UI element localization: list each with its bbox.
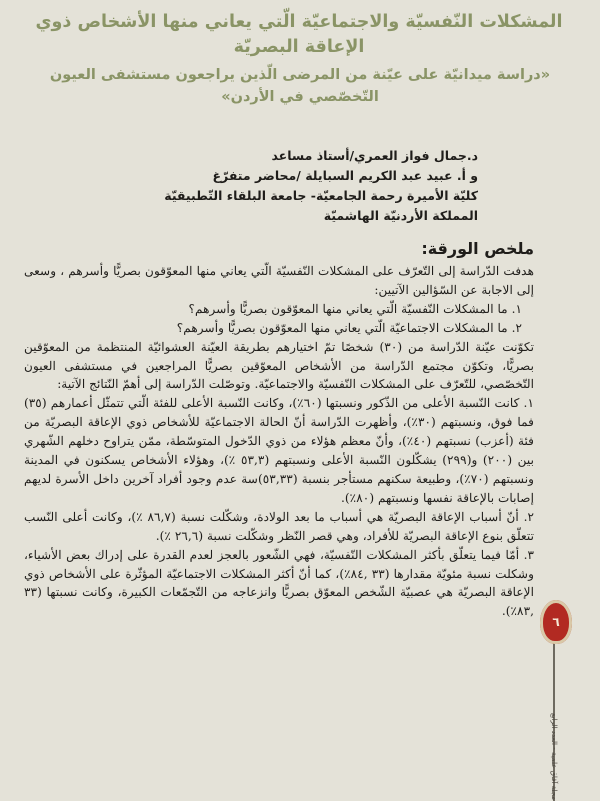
author-1: د.جمال فواز العمري/أستاذ مساعد [271,148,478,163]
abstract-heading: ملخص الورقة: [421,239,534,258]
page-number-badge: ٦ [540,600,572,644]
paper-title: المشكلات النّفسيّة والاجتماعيّة الّتي يعاني منها الأشخاص ذوي الإعاقة البصريّة [35,12,563,57]
question-2: ٢. ما المشكلات الاجتماعيّة الّتي يعاني منها المعوّقون بصريًّا وأسرهم؟ [176,320,522,335]
country: المملكة الأردنيّة الهاشميّة [323,208,478,223]
author-2: و أ. عبيد عبد الكريم السبايلة /محاضر متفرّغ [212,168,478,183]
affiliation: كليّة الأميرة رحمة الجامعيّة- جامعة البلقاء التّطبيقيّة [164,188,478,203]
result-2: ٢. أنّ أسباب الإعاقة البصريّة هي أسباب ما بعد الولادة، وشكّلت نسبة (٨٦,٧ ٪)، وكانت أعلى النّسب تتعلّق بنوع الإعاقة البصريّة للأفراد، وهي قصر النّظر وشكّلت نسبة (٢٦,٦ ٪). [24,509,534,543]
journal-running-title: مجلة آفاق علمية - العدد الرابع [550,712,558,800]
result-1: ١. كانت النّسبة الأعلى من الذّكور ونسبتها (٦٠٪)، وكانت النّسبة الأعلى للفئة الّتي تتمثّل أعمارهم (٣٥) فما فوق، ونسبتهم (٣٠٪)، وأظهرت الدّراسة أنّ الحالة الاجتماعيّة للأشخاص ذوي الإعاقة البصريّة من فئة (أعزب) نسبتهم (٤٠٪)، وأنّ معظم هؤلاء من ذوي الدّخول المتوسّطة، ممّن يتراوح دخلهم الشّهري بين (٢٠٠) و(٢٩٩) يشكّلون النّسبة الأعلى ونسبتهم (٥٣,٣ ٪)، وهؤلاء الأشخاص يسكنون في المدينة ونسبتهم (٧٠٪)، وطبيعة سكنهم مستأجر بنسبة (٥٣,٣٣)سة عدم وجود أفراد آخرين داخل الأسرة لديهم إصابات بالإعاقة نفسها ونسبتهم (٨٠٪). [24,396,534,505]
abstract-intro: هدفت الدّراسة إلى التّعرّف على المشكلات النّفسيّة الّتي يعاني منها المعوّقون بصريًّا وأسرهم ، وسعى إلى الاجابة عن السّؤالين الآتيين: [24,264,534,297]
abstract-body [24,262,534,621]
paper-subtitle: «دراسة ميدانيّة على عيّنة من المرضى الّذين يراجعون مستشفى العيون التّخصّصي في الأردن» [49,67,551,105]
author-block [78,146,478,226]
question-1: ١. ما المشكلات النّفسيّة الّتي يعاني منها المعوّقون بصريًّا وأسرهم؟ [188,301,522,316]
abstract-sample: تكوّنت عيّنة الدّراسة من (٣٠) شخصًا تمّ اختيارهم بطريقة العيّنة العشوائيّة المنتظمة من المعوّقين بصريًّا، وتكوّن مجتمع الدّراسة من الأشخاص المعوّقين بصريًّا المراجعين في مستشفى العيون التّخصّصي، للتّعرّف على المشكلات النّفسيّة والاجتماعيّة. وتوصّلت الدّراسة إلى أهمّ النّتائج الآتية: [24,339,534,392]
result-3: ٣. أمّا فيما يتعلّق بأكثر المشكلات النّفسيّة، فهي الشّعور بالعجز لعدم القدرة على إدراك بعض الأشياء، وشكلت نسبة مئويّة مقدارها (٣٣ ,٨٤٪)، كما أنّ أكثر المشكلات الاجتماعيّة المؤثّرة على الأشخاص ذوي الإعاقة البصريّة هي عصبيّة الشّخص المعوّق بصريًّا وانزعاجه من التّجمّعات الكبيرة، وكانت نسبتها (٣٣ ,٨٣٪). [24,547,535,619]
